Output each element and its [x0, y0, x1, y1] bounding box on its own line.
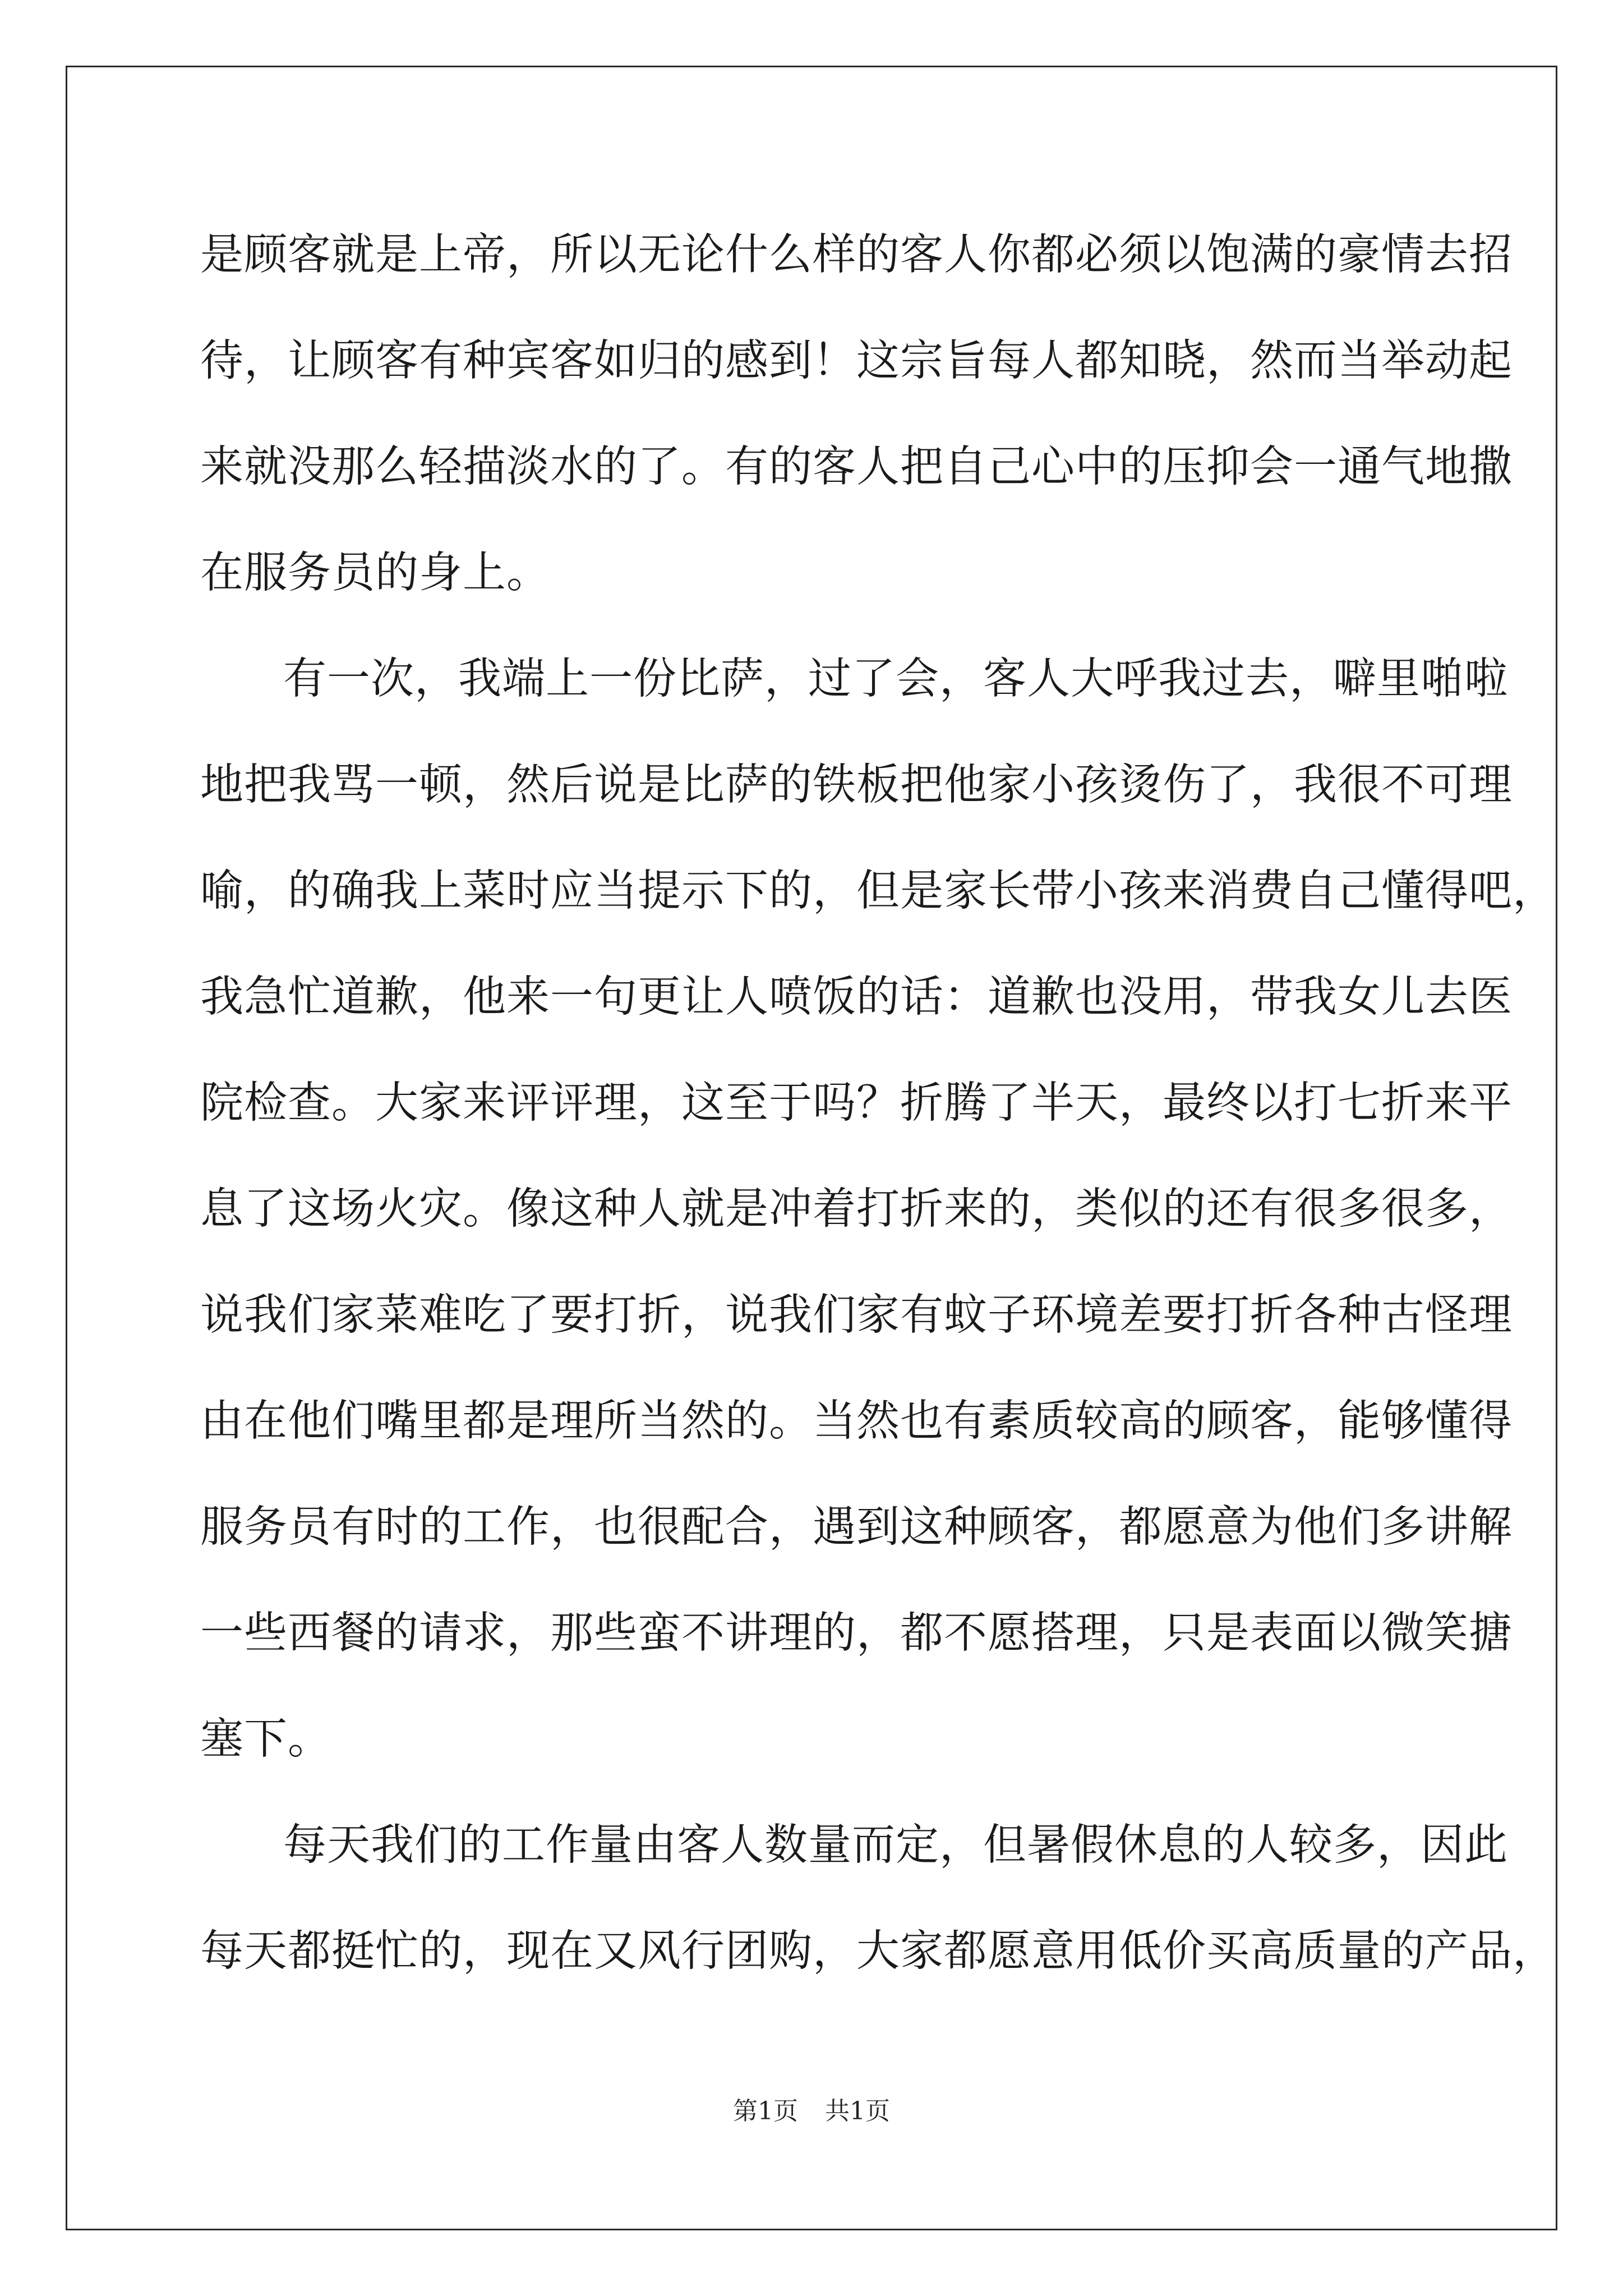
text-line: 院检查。大家来评评理，这至于吗？折腾了半天，最终以打七折来平 — [200, 1078, 1513, 1128]
text-line: 待，让顾客有种宾客如归的感到！这宗旨每人都知晓，然而当举动起 — [200, 336, 1513, 386]
text-line: 来就没那么轻描淡水的了。有的客人把自己心中的压抑会一通气地撒 — [200, 442, 1513, 492]
text-line: 我急忙道歉，他来一句更让人喷饭的话：道歉也没用，带我女儿去医 — [200, 972, 1513, 1022]
document-body — [200, 202, 1556, 2004]
text-line: 每天都挺忙的，现在又风行团购，大家都愿意用低价买高质量的产品， — [200, 1926, 1556, 1976]
text-line: 说我们家菜难吃了要打折，说我们家有蚊子环境差要打折各种古怪理 — [200, 1290, 1513, 1340]
text-line: 服务员有时的工作，也很配合，遇到这种顾客，都愿意为他们多讲解 — [200, 1502, 1513, 1552]
text-line: 有一次，我端上一份比萨，过了会，客人大呼我过去，噼里啪啦 — [283, 654, 1508, 704]
page-number: 第1页 — [733, 2097, 798, 2125]
text-line: 是顾客就是上帝，所以无论什么样的客人你都必须以饱满的豪情去招 — [200, 230, 1513, 280]
text-line: 地把我骂一顿，然后说是比萨的铁板把他家小孩烫伤了，我很不可理 — [200, 760, 1513, 810]
text-line: 由在他们嘴里都是理所当然的。当然也有素质较高的顾客，能够懂得 — [200, 1396, 1513, 1446]
text-line: 在服务员的身上。 — [200, 548, 550, 598]
text-line: 一些西餐的请求，那些蛮不讲理的，都不愿搭理，只是表面以微笑搪 — [200, 1608, 1513, 1658]
page-footer — [0, 2095, 1623, 2128]
page-total: 共1页 — [825, 2097, 890, 2125]
text-line: 每天我们的工作量由客人数量而定，但暑假休息的人较多，因此 — [283, 1820, 1508, 1870]
text-line: 喻，的确我上菜时应当提示下的，但是家长带小孩来消费自己懂得吧， — [200, 866, 1556, 916]
text-line: 息了这场火灾。像这种人就是冲着打折来的，类似的还有很多很多， — [200, 1184, 1513, 1234]
text-line: 塞下。 — [200, 1714, 331, 1764]
